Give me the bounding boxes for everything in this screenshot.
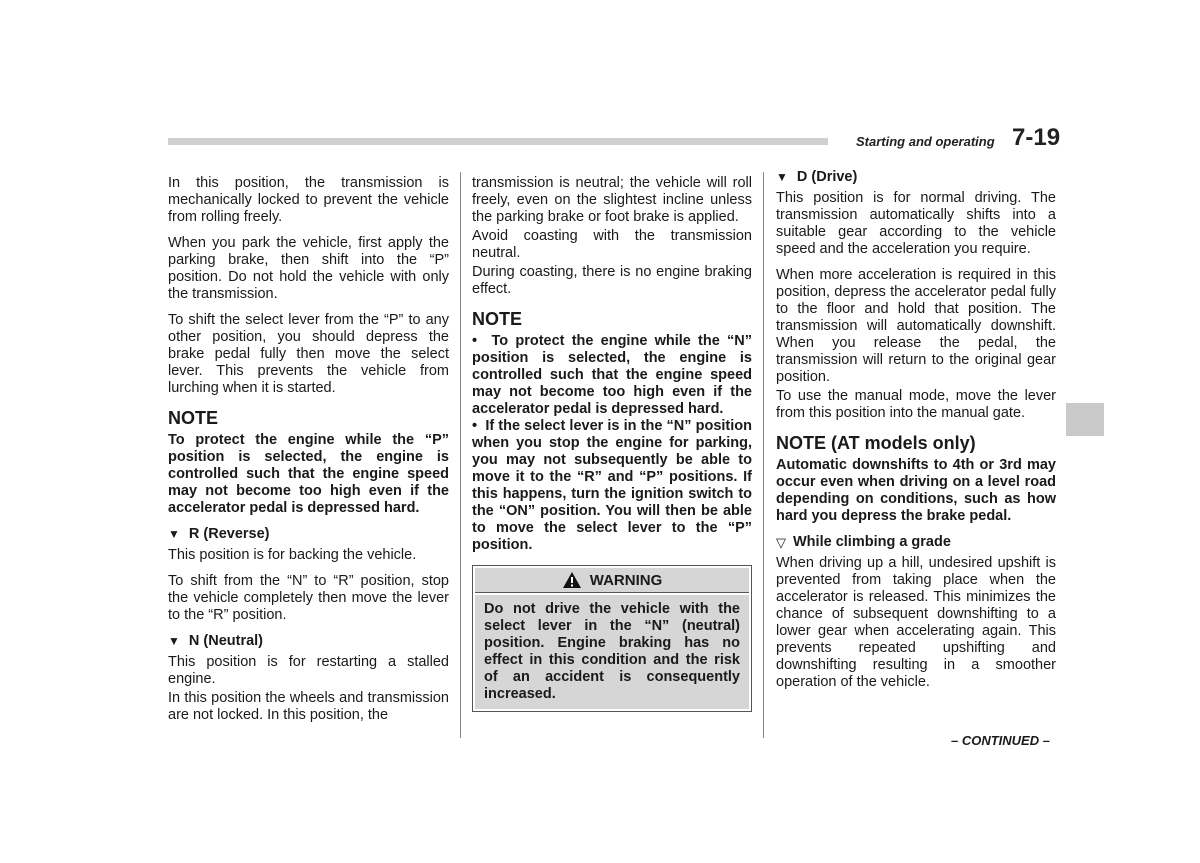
paragraph: During coasting, there is no engine braking effect.: [472, 264, 752, 297]
chapter-side-tab: [1066, 403, 1104, 436]
paragraph: This position is for normal driving. The transmission automatically shifts into a suitable gear according to the vehicle speed and the acceleration you require.: [776, 190, 1056, 257]
heading-label: R (Reverse): [188, 526, 270, 542]
column-divider-2: [763, 172, 764, 738]
section-heading-reverse: [168, 526, 449, 543]
column-2: [472, 175, 752, 712]
paragraph: When driving up a hill, undesired upshift is prevented from taking place when the accelerator is released. This minimizes the chance of subsequent downshifting to a lower gear when accelerating again. This prevents repeated upshifting and downshifting resulting in a smoother operation of the vehicle.: [776, 555, 1056, 690]
note-bullet-text: To protect the engine while the “N” position is selected, the engine is controlled such that the engine speed may not become too high even if the accelerator pedal is depressed hard.: [472, 333, 752, 417]
paragraph: This position is for backing the vehicle.: [168, 547, 417, 563]
filled-triangle-down-icon: ▼: [168, 634, 180, 648]
bullet-dot-icon: •: [472, 333, 492, 349]
filled-triangle-down-icon: ▼: [168, 527, 180, 541]
paragraph: To shift the select lever from the “P” to any other position, you should depress the brake pedal fully then move the select lever. This prevents the vehicle from lurching when it is started.: [168, 312, 449, 396]
heading-label: While climbing a grade: [793, 534, 951, 550]
paragraph: When more acceleration is required in this position, depress the accelerator pedal fully to the floor and hold that position. The transmission will automatically downshift. When you release the pedal, the transmission will return to the original gear position.: [776, 267, 1056, 385]
note-heading: NOTE: [472, 309, 523, 329]
column-1: [168, 175, 449, 733]
section-title: Starting and operating: [856, 134, 995, 149]
filled-triangle-down-icon: ▼: [776, 170, 788, 184]
note-bullet-text: If the select lever is in the “N” position when you stop the engine for parking, you may not subsequently be able to move it to the “R” and “P” positions. If this happens, turn the ignition switch to the “ON” position. You will then be able to move the select lever to the “P” position.: [472, 418, 752, 553]
paragraph: Avoid coasting with the transmission neutral.: [472, 228, 752, 261]
continued-label: – CONTINUED –: [951, 733, 1050, 748]
note-heading: NOTE (AT models only): [776, 433, 976, 453]
paragraph: This position is for restarting a stalled engine.: [168, 654, 449, 687]
heading-label: N (Neutral): [188, 633, 264, 649]
paragraph: To use the manual mode, move the lever from this position into the manual gate.: [776, 388, 1056, 421]
warning-triangle-icon: [562, 571, 582, 589]
paragraph: In this position, the transmission is mechanically locked to prevent the vehicle from rolling freely.: [168, 175, 449, 225]
note-bullet: [472, 418, 752, 554]
paragraph: When you park the vehicle, first apply the parking brake, then shift into the “P” position. Do not hold the vehicle with only the transmission.: [168, 235, 449, 302]
warning-header: [475, 568, 749, 593]
bullet-dot-icon: •: [472, 418, 486, 434]
paragraph: To shift from the “N” to “R” position, stop the vehicle completely then move the lever to the “R” position.: [168, 573, 449, 623]
heading-label: D (Drive): [796, 169, 858, 185]
warning-box: [472, 565, 752, 712]
note-text: To protect the engine while the “P” position is selected, the engine is controlled such that the engine speed may not become too high even if the accelerator pedal is depressed hard.: [168, 432, 449, 516]
page-number: 7-19: [1012, 124, 1061, 151]
section-heading-drive: [776, 169, 1056, 186]
sub-heading-climbing: [776, 534, 1056, 551]
paragraph: transmission is neutral; the vehicle will roll freely, even on the slightest incline unless the parking brake or foot brake is applied.: [472, 175, 752, 225]
note-bullet: [472, 333, 752, 418]
paragraph: In this position the wheels and transmission are not locked. In this position, the: [168, 690, 449, 723]
column-3: [776, 169, 1056, 700]
outline-triangle-down-icon: ▽: [776, 535, 786, 550]
note-heading: NOTE: [168, 408, 219, 428]
note-text: Automatic downshifts to 4th or 3rd may occur even when driving on a level road depending on conditions, such as how hard you depress the brake pedal.: [776, 457, 1056, 524]
section-heading-neutral: [168, 633, 449, 650]
header-bar: [168, 138, 828, 145]
column-divider-1: [460, 172, 461, 738]
warning-text: Do not drive the vehicle with the select lever in the “N” (neutral) position. Engine braking has no effect in this condition and the risk of an accident is consequently increased.: [475, 595, 749, 709]
warning-title: WARNING: [589, 571, 663, 589]
